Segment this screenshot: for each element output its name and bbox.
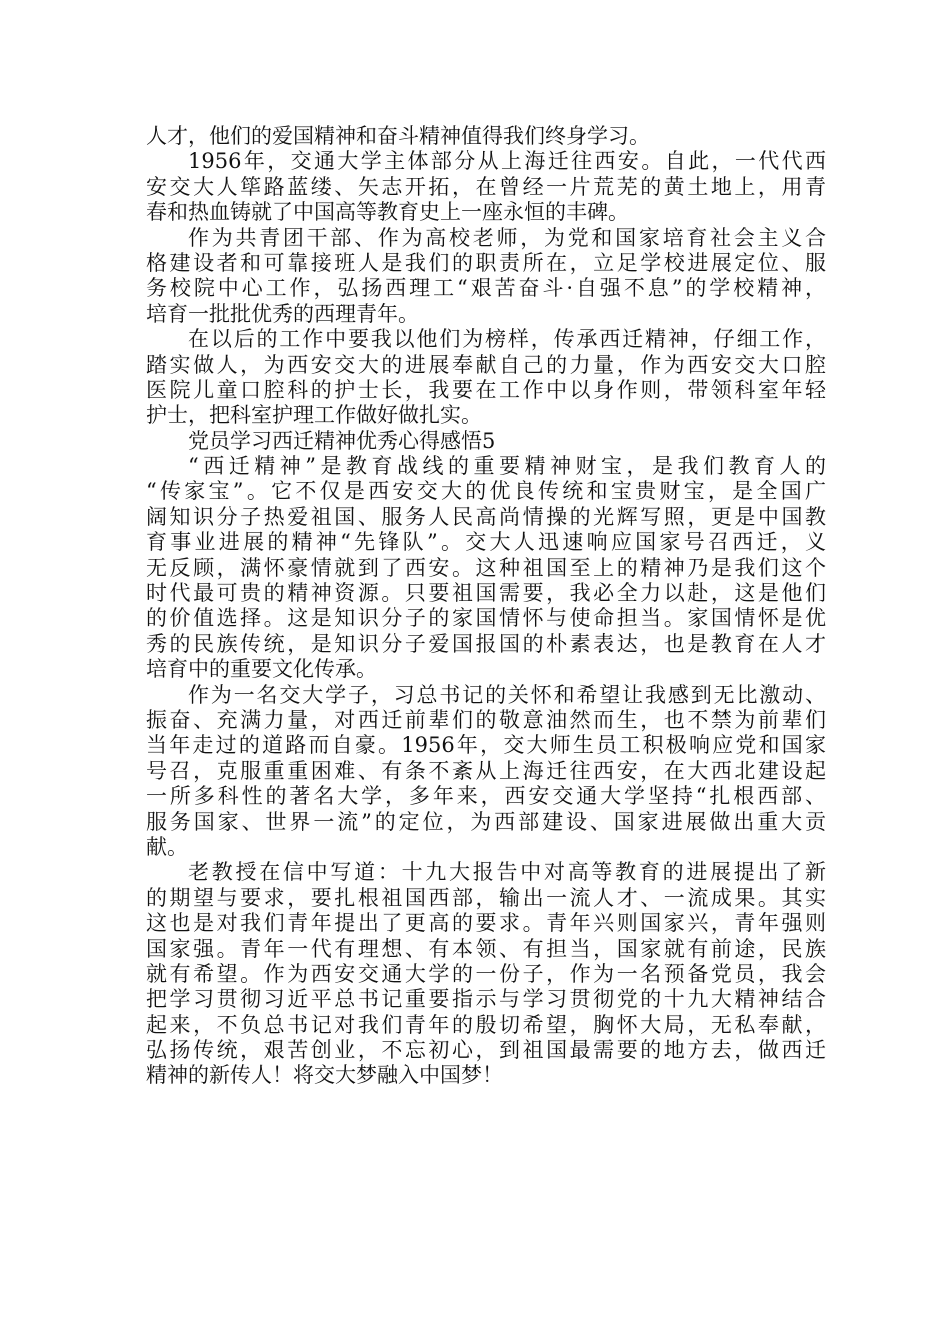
text-line: 无反顾，满怀豪情就到了西安。这种祖国至上的精神乃是我们这个 xyxy=(146,555,826,580)
text-line: 秀的民族传统，是知识分子爱国报国的朴素表达，也是教育在人才 xyxy=(146,631,826,656)
paragraph xyxy=(146,454,826,683)
paragraph xyxy=(146,149,826,225)
text-line: 振奋、充满力量，对西迁前辈们的敬意油然而生，也不禁为前辈们 xyxy=(146,707,826,732)
text-line: 春和热血铸就了中国高等教育史上一座永恒的丰碑。 xyxy=(146,200,629,225)
text-line: 国家强。青年一代有理想、有本领、有担当，国家就有前途，民族 xyxy=(146,936,826,961)
text-line: 就有希望。作为西安交通大学的一份子，作为一名预备党员，我会 xyxy=(146,961,826,986)
paragraph xyxy=(146,226,826,328)
text-line: 在以后的工作中要我以他们为榜样，传承西迁精神，仔细工作， xyxy=(188,327,826,352)
text-line: 育事业进展的精神“先锋队”。交大人迅速响应国家号召西迁，义 xyxy=(146,530,826,555)
paragraph xyxy=(146,683,826,861)
text-line: 当年走过的道路而自豪。1956年，交大师生员工积极响应党和国家 xyxy=(146,733,826,758)
text-line: 1956年，交通大学主体部分从上海迁往西安。自此，一代代西 xyxy=(188,149,826,174)
text-line: 安交大人筚路蓝缕、矢志开拓，在曾经一片荒芜的黄土地上，用青 xyxy=(146,174,826,199)
text-line: 起来，不负总书记对我们青年的殷切希望，胸怀大局，无私奉献， xyxy=(146,1012,826,1037)
text-line: 的价值选择。这是知识分子的家国情怀与使命担当。家国情怀是优 xyxy=(146,606,826,631)
text-line: 精神的新传人！将交大梦融入中国梦！ xyxy=(146,1063,503,1088)
text-line: 作为共青团干部、作为高校老师，为党和国家培育社会主义合 xyxy=(188,225,826,250)
text-line: 一所多科性的著名大学，多年来，西安交通大学坚持“扎根西部、 xyxy=(146,784,826,809)
text-line: 弘扬传统，艰苦创业，不忘初心，到祖国最需要的地方去，做西迁 xyxy=(146,1038,826,1063)
text-line: 培育中的重要文化传承。 xyxy=(146,657,377,682)
text-line: 献。 xyxy=(146,834,188,859)
paragraph xyxy=(146,327,826,429)
text-line: 服务国家、世界一流”的定位，为西部建设、国家进展做出重大贡 xyxy=(146,809,826,834)
text-line: 踏实做人，为西安交大的进展奉献自己的力量，作为西安交大口腔 xyxy=(146,352,826,377)
text-line: 作为一名交大学子，习总书记的关怀和希望让我感到无比激动、 xyxy=(188,682,826,707)
paragraph xyxy=(146,860,826,1089)
text-line: “西迁精神”是教育战线的重要精神财宝，是我们教育人的 xyxy=(188,454,826,479)
text-line: 医院儿童口腔科的护士长，我要在工作中以身作则，带领科室年轻 xyxy=(146,377,826,402)
text-line: 号召，克服重重困难、有条不紊从上海迁往西安，在大西北建设起 xyxy=(146,758,826,783)
text-line: “传家宝”。它不仅是西安交大的优良传统和宝贵财宝，是全国广 xyxy=(146,479,826,504)
text-line: 阔知识分子热爱祖国、服务人民高尚情操的光辉写照，更是中国教 xyxy=(146,504,826,529)
text-line: 这也是对我们青年提出了更高的要求。青年兴则国家兴，青年强则 xyxy=(146,911,826,936)
paragraph xyxy=(146,124,826,149)
text-line: 护士，把科室护理工作做好做扎实。 xyxy=(146,403,482,428)
text-line: 格建设者和可靠接班人是我们的职责所在，立足学校进展定位、服 xyxy=(146,250,826,275)
text-line: 的期望与要求，要扎根祖国西部，输出一流人才、一流成果。其实 xyxy=(146,885,826,910)
heading-text: 党员学习西迁精神优秀心得感悟5 xyxy=(188,428,496,453)
text-line: 务校院中心工作，弘扬西理工“艰苦奋斗·自强不息”的学校精神， xyxy=(146,276,826,301)
text-line: 时代最可贵的精神资源。只要祖国需要，我必全力以赴，这是他们 xyxy=(146,581,826,606)
text-line: 老教授在信中写道：十九大报告中对高等教育的进展提出了新 xyxy=(188,860,826,885)
text-line: 培育一批批优秀的西理青年。 xyxy=(146,301,419,326)
text-line: 人才，他们的爱国精神和奋斗精神值得我们终身学习。 xyxy=(146,124,650,148)
section-heading xyxy=(146,429,826,454)
text-line: 把学习贯彻习近平总书记重要指示与学习贯彻党的十九大精神结合 xyxy=(146,987,826,1012)
document-body xyxy=(146,124,826,1089)
